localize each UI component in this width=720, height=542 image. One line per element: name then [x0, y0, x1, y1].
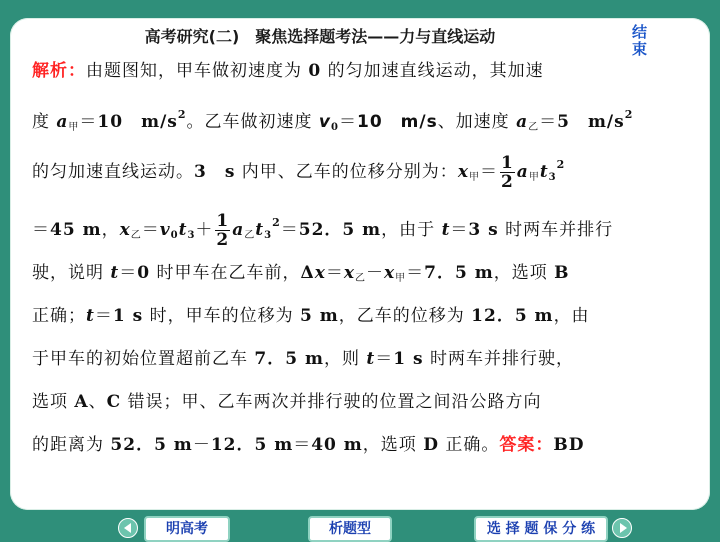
solution-line-1: 解析：由题图知，甲车做初速度为 0 的匀加速直线运动，其加速 [32, 61, 544, 81]
answer-value: BD [553, 435, 585, 455]
slide-page [10, 18, 710, 510]
fraction-half: $\frac{1}{2}$ [216, 211, 230, 250]
end-slide-link[interactable]: 结束 [632, 23, 648, 58]
solution-line-6: 正确；t＝1 s 时，甲车的位移为 5 m，乙车的位移为 12．5 m，由 [32, 306, 590, 326]
prev-arrow-icon[interactable] [118, 518, 138, 538]
fraction-half: $\frac{1}{2}$ [500, 153, 514, 192]
solution-line-7: 于甲车的初始位置超前乙车 7．5 m，则 t＝1 s 时两车并排行驶， [32, 349, 574, 369]
ming-gaokao-button[interactable]: 明高考 [144, 516, 230, 542]
slide-header-title: 高考研究(二) 聚焦选择题考法——力与直线运动 [144, 27, 496, 46]
answer-label: 答案： [499, 435, 554, 455]
xuanzeti-baofenlian-button[interactable]: 选 择 题 保 分 练 [474, 516, 608, 542]
solution-line-8: 选项 A、C 错误；甲、乙车两次并排行驶的位置之间沿公路方向 [32, 392, 542, 412]
jiexi-label: 解析： [32, 61, 86, 81]
solution-line-3: 的匀加速直线运动。3 s 内甲、乙车的位移分别为：$x_甲=$ $\frac{1}{2}$ $a_甲t_3^2$ [32, 153, 566, 192]
solution-line-5: 驶，说明 t＝0 时甲车在乙车前，$\Delta x=x_乙-x_甲=7$．5 m，选项 B [32, 263, 570, 284]
xi-tixing-button[interactable]: 析题型 [308, 516, 392, 542]
solution-text [32, 50, 700, 467]
solution-line-2: 度 $a_甲=10$ $m/s^2$。乙车做初速度 $v_0=10$ m/s、加速度 $a_乙=5$ $m/s^2$ [32, 108, 634, 133]
solution-line-4: ＝45 m，$x_乙=v_0t_3+$ $\frac{1}{2}$ $a_乙t_3^2=52$．5 m，由于 t＝3 s 时两车并排行 [32, 211, 614, 250]
solution-line-9: 的距离为 52．5 m－12．5 m＝40 m，选项 D 正确。答案：BD [32, 435, 585, 455]
footer-nav [0, 512, 720, 540]
next-arrow-icon[interactable] [612, 518, 632, 538]
